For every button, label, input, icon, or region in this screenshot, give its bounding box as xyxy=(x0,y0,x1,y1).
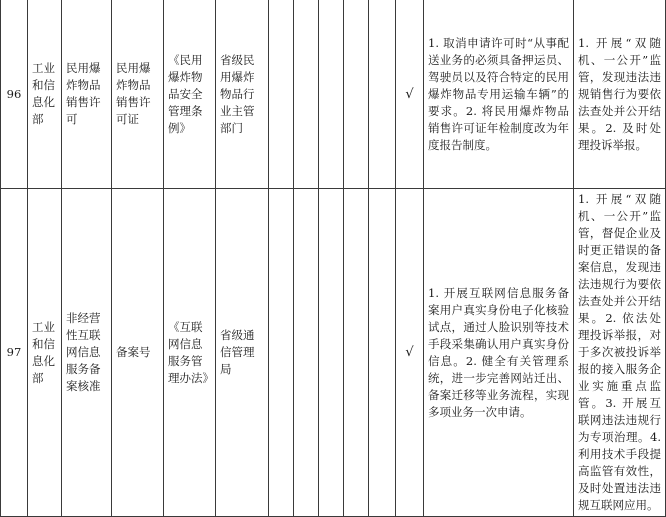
empty-cell xyxy=(319,0,344,189)
empty-cell xyxy=(319,189,344,517)
row-number: 96 xyxy=(1,0,28,189)
item-name-cell: 民用爆炸物品销售许可 xyxy=(62,0,112,189)
empty-cell xyxy=(369,0,396,189)
check-mark: √ xyxy=(396,0,424,189)
table-row xyxy=(1,189,666,517)
table-row xyxy=(1,0,666,189)
sub-item-cell: 备案号 xyxy=(112,189,164,517)
supervision-measures-cell: 1. 开展“双随机、一公开”监管，督促企业及时更正错误的备案信息，发现违法违规行为要依法查处并公开结果。2. 依法处理投诉举报，对于多次被投诉举报的接入服务企业实施重点监管。3. 开展互联网违法违规行为专项治理。4. 利用技术手段提高监管有效性，及时处置违法违规互联网应用。 xyxy=(574,189,666,517)
empty-cell xyxy=(344,189,369,517)
empty-cell xyxy=(269,189,294,517)
empty-cell xyxy=(369,189,396,517)
supervision-measures-cell: 1. 开展“双随机、一公开”监管，发现违法违规销售行为要依法查处并公开结果。2. 及时处理投诉举报。 xyxy=(574,0,666,189)
empty-cell xyxy=(269,0,294,189)
check-mark: √ xyxy=(396,189,424,517)
reform-measures-cell: 1. 开展互联网信息服务备案用户真实身份电子化核验试点，通过人脸识别等技术手段采集确认用户真实身份信息。2. 健全有关管理系统，进一步完善网站迁出、备案迁移等业务流程，实现多项业务一次申请。 xyxy=(424,189,574,517)
basis-cell: 《互联网信息服务管理办法》 xyxy=(164,189,216,517)
department-cell: 工业和信息化部 xyxy=(28,189,62,517)
basis-cell: 《民用爆炸物品安全管理条例》 xyxy=(164,0,216,189)
authority-cell: 省级民用爆炸物品行业主管部门 xyxy=(216,0,269,189)
empty-cell xyxy=(344,0,369,189)
reform-measures-cell: 1. 取消申请许可时“从事配送业务的必须具备押运员、驾驶员以及符合特定的民用爆炸物品专用运输车辆”的要求。2. 将民用爆炸物品销售许可证年检制度改为年度报告制度。 xyxy=(424,0,574,189)
sub-item-cell: 民用爆炸物品销售许可证 xyxy=(112,0,164,189)
row-number: 97 xyxy=(1,189,28,517)
authority-cell: 省级通信管理局 xyxy=(216,189,269,517)
empty-cell xyxy=(294,0,319,189)
item-name-cell: 非经营性互联网信息服务备案核准 xyxy=(62,189,112,517)
department-cell: 工业和信息化部 xyxy=(28,0,62,189)
empty-cell xyxy=(294,189,319,517)
